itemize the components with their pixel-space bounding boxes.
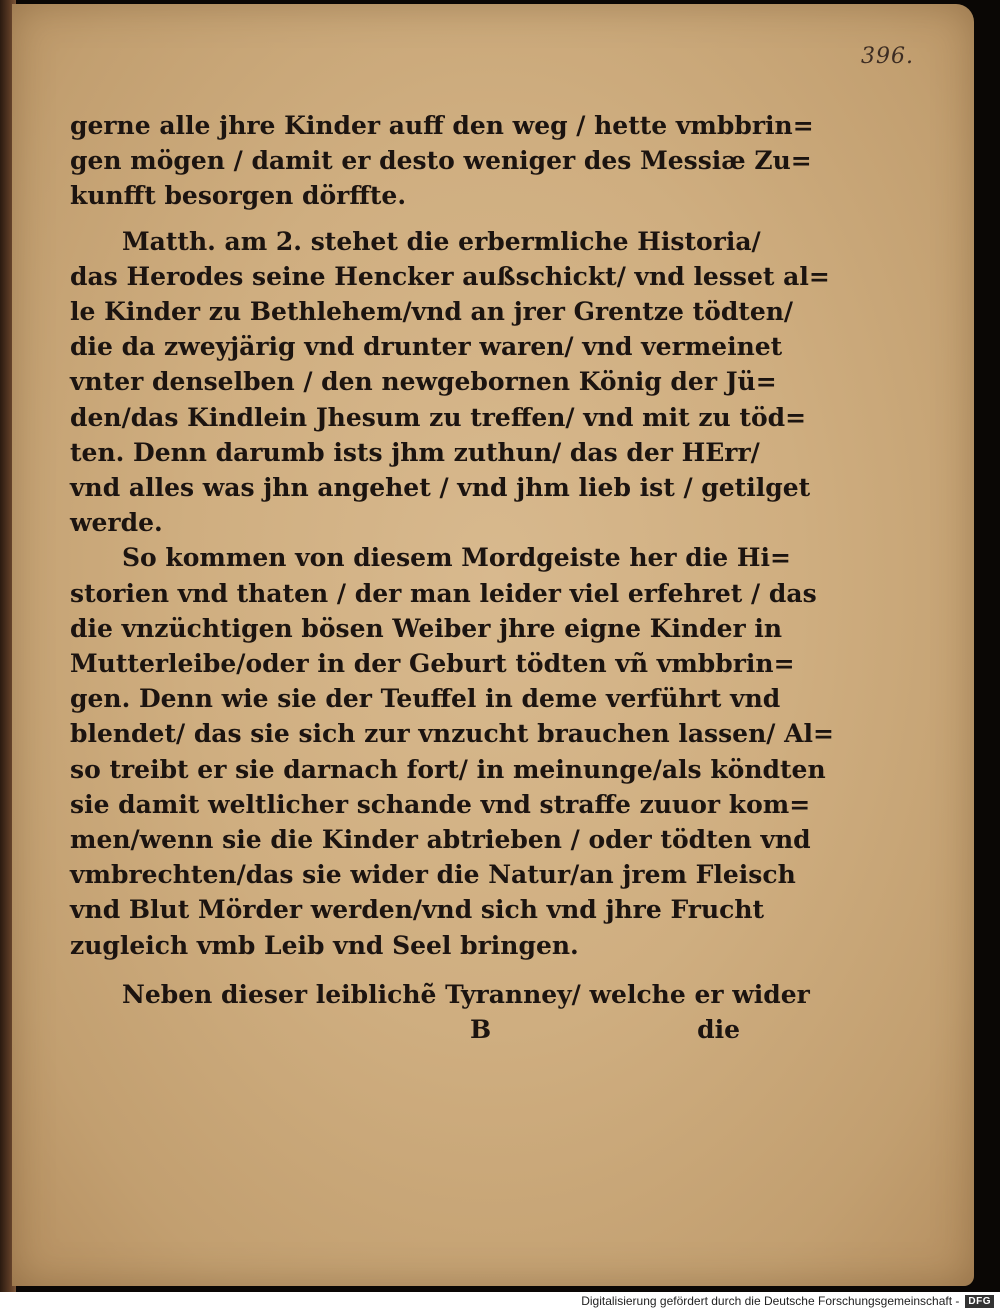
text-line: Mutterleibe/oder in der Geburt tödten vñ vmbbrin= <box>70 649 795 679</box>
footer-bar <box>0 1292 1000 1310</box>
text-line: blendet/ das sie sich zur vnzucht brauchen lassen/ Al= <box>70 719 834 749</box>
text-line: so treibt er sie darnach fort/ in meinunge/als köndten <box>70 754 826 784</box>
paragraph-4 <box>70 977 810 1012</box>
text-line: ten. Denn darumb ists jhm zuthun/ das der HErr/ <box>70 437 760 467</box>
text-line: die da zweyjärig vnd drunter waren/ vnd vermeinet <box>70 332 783 362</box>
text-line: werde. <box>70 508 163 538</box>
book-page <box>12 4 974 1286</box>
text-line: das Herodes seine Hencker außschickt/ vnd lesset al= <box>70 261 830 291</box>
catchline <box>70 1012 740 1047</box>
text-line: gen mögen / damit er desto weniger des Messiæ Zu= <box>70 146 812 176</box>
text-block <box>70 108 834 1047</box>
text-line: sie damit weltlicher schande vnd straffe zuuor kom= <box>70 789 811 819</box>
signature-mark: B <box>470 1015 492 1045</box>
text-line: zugleich vmb Leib vnd Seel bringen. <box>70 930 579 960</box>
text-line: gen. Denn wie sie der Teuffel in deme verführt vnd <box>70 684 781 714</box>
text-line: Matth. am 2. stehet die erbermliche Historia/ <box>122 226 761 256</box>
text-line: vnter denselben / den newgebornen König der Jü= <box>70 367 777 397</box>
catchword: die <box>697 1015 740 1045</box>
text-line: men/wenn sie die Kinder abtrieben / oder tödten vnd <box>70 825 811 855</box>
text-line: Neben dieser leiblichẽ Tyranney/ welche er wider <box>122 979 810 1009</box>
text-line: vmbrechten/das sie wider die Natur/an jrem Fleisch <box>70 860 796 890</box>
text-line: gerne alle jhre Kinder auff den weg / hette vmbbrin= <box>70 111 814 140</box>
dfg-logo: DFG <box>965 1295 994 1308</box>
text-line: So kommen von diesem Mordgeiste her die Hi= <box>122 543 791 573</box>
text-line: storien vnd thaten / der man leider viel erfehret / das <box>70 578 817 608</box>
text-line: vnd Blut Mörder werden/vnd sich vnd jhre Frucht <box>70 895 765 925</box>
text-line: die vnzüchtigen bösen Weiber jhre eigne Kinder in <box>70 613 783 643</box>
page-number: 396. <box>861 44 914 69</box>
paragraph-2 <box>70 224 830 541</box>
text-line: vnd alles was jhn angehet / vnd jhm lieb ist / getilget <box>70 473 811 503</box>
text-line: den/das Kindlein Jhesum zu treffen/ vnd mit zu töd= <box>70 402 807 432</box>
paragraph-1 <box>70 108 814 214</box>
paragraph-3 <box>70 540 834 962</box>
text-line: le Kinder zu Bethlehem/vnd an jrer Grentze tödten/ <box>70 297 794 327</box>
footer-credit: Digitalisierung gefördert durch die Deutsche Forschungsgemeinschaft - <box>581 1294 960 1308</box>
text-line: kunfft besorgen dörffte. <box>70 181 407 211</box>
